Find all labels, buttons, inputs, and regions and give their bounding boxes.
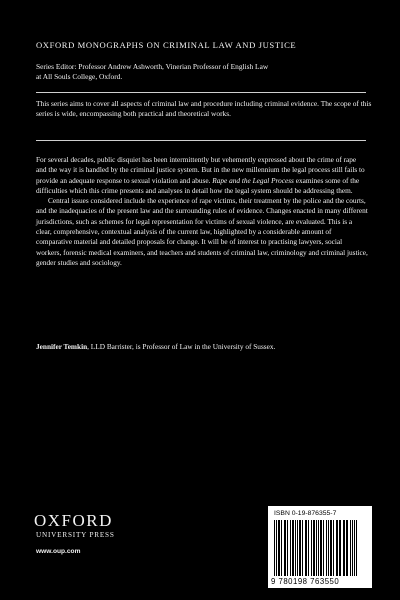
barcode-bar [281, 520, 282, 576]
barcode-bar [284, 520, 286, 576]
barcode-bar [274, 520, 275, 576]
barcode-bar [318, 520, 319, 576]
publisher-website: www.oup.com [36, 548, 81, 555]
series-aims: This series aims to cover all aspects of criminal law and procedure including criminal evidence. The scope of this series is wide, encompassing both practical and theoretical works. [36, 99, 372, 118]
divider-rule [36, 92, 366, 93]
barcode-bar [299, 520, 301, 576]
barcode-bar [305, 520, 307, 576]
book-description [36, 155, 368, 268]
barcode-bar [328, 520, 329, 576]
barcode-bar [336, 520, 338, 576]
series-editor [36, 62, 376, 82]
barcode-bar [356, 520, 357, 576]
barcode-bar [326, 520, 327, 576]
barcode-bar [354, 520, 355, 576]
publisher-press: UNIVERSITY PRESS [36, 531, 115, 539]
barcode-bar [330, 520, 332, 576]
barcode-bar [278, 520, 280, 576]
author-bio [36, 342, 376, 352]
barcode-bar [343, 520, 345, 576]
barcode-bar [311, 520, 312, 576]
barcode-digits: 9 780198 763550 [271, 577, 340, 586]
description-text: examines some of the difficulties which this crime presents and analyses in detail how the legal system should be addressing them. [36, 175, 360, 195]
barcode-icon [273, 520, 367, 576]
barcode-bar [339, 520, 341, 576]
publisher-logo: OXFORD [34, 511, 113, 530]
series-title: OXFORD MONOGRAPHS ON CRIMINAL LAW AND JUSTICE [36, 40, 297, 50]
barcode-bar [333, 520, 334, 576]
barcode-bar [323, 520, 324, 576]
series-editor-line-1: Series Editor: Professor Andrew Ashworth, Vinerian Professor of English Law [36, 62, 269, 71]
barcode-bar [308, 520, 309, 576]
barcode-bar [290, 520, 291, 576]
divider-rule [36, 140, 366, 141]
barcode-bar [346, 520, 348, 576]
barcode-bar [350, 520, 351, 576]
barcode-bar [295, 520, 296, 576]
barcode-bar [276, 520, 277, 576]
author-bio-text: , LLD Barrister, is Professor of Law in the University of Sussex. [87, 342, 276, 351]
description-paragraph-1 [36, 155, 368, 196]
barcode-bar [352, 520, 353, 576]
series-editor-line-2: at All Souls College, Oxford. [36, 72, 123, 81]
isbn-label: ISBN 0-19-876355-7 [274, 510, 337, 517]
barcode-bar [302, 520, 303, 576]
description-paragraph-2: Central issues considered include the experience of rape victims, their treatment by the police and the courts, and the inadequacies of the present law and the surrounding rules of evidence. Changes enacted in many different jurisdictions, such as schemes for legal representation for victims of sexual violence, are evaluated. This is a clear, comprehensive, contextual analysis of the current law, highlighted by a considerable amount of comparative material and detailed proposals for change. It will be of interest to practising lawyers, social workers, forensic medical examiners, and teachers and students of criminal law, criminology and criminal justice, gender studies and sociology. [36, 196, 368, 267]
barcode-bar [287, 520, 288, 576]
author-name: Jennifer Temkin [36, 342, 88, 351]
barcode-bar [292, 520, 294, 576]
isbn-barcode-box [268, 506, 372, 588]
book-title: Rape and the Legal Process [212, 175, 294, 185]
barcode-bar [297, 520, 298, 576]
barcode-bar [320, 520, 322, 576]
description-text: For several decades, public disquiet has been intermittently but vehemently expressed about the crime of rape and the way it is handled by the criminal justice system. But in the new millennium the legal process still fails to provide an adequate response to sexual violation and abuse. [36, 155, 365, 185]
barcode-bar [316, 520, 317, 576]
barcode-bar [313, 520, 315, 576]
